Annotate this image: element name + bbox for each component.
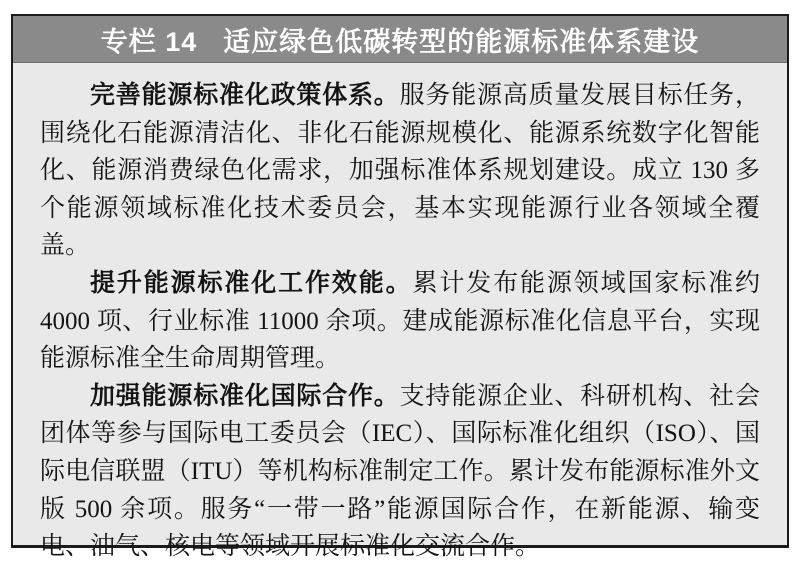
column-number-label: 专栏 14 [100, 26, 198, 57]
column-box [11, 14, 789, 561]
paragraph-lead: 提升能源标准化工作效能。 [90, 268, 413, 297]
paragraph-text: 服务能源高质量发展目标任务，围绕化石能源清洁化、非化石能源规模化、能源系统数字化智能化、能源消费绿色化需求，加强标准体系规划建设。成立 130 多个能源领域标准化技术委员会，基本实现能源行业各领域全覆盖。 [40, 82, 760, 260]
column-body [13, 63, 787, 567]
paragraph-international-cooperation [40, 378, 760, 566]
paragraph-lead: 完善能源标准化政策体系。 [90, 81, 400, 109]
paragraph-lead: 加强能源标准化国际合作。 [90, 381, 400, 410]
paragraph-text: 支持能源企业、科研机构、社会团体等参与国际电工委员会（IEC）、国际标准化组织（ISO）、国际电信联盟（ITU）等机构标准制定工作。累计发布能源标准外文版 500 余项。服务“一带一路”能源国际合作，在新能源、输变电、油气、核电等领域开展标准化交流合作。 [40, 382, 760, 561]
column-title: 适应绿色低碳转型的能源标准体系建设 [223, 26, 700, 57]
paragraph-work-efficiency [40, 265, 760, 378]
paragraph-policy-system [40, 77, 760, 265]
paragraph-text: 累计发布能源领域国家标准约 4000 项、行业标准 11000 余项。建成能源标准化信息平台，实现能源标准全生命周期管理。 [40, 269, 760, 373]
column-header [13, 16, 787, 63]
